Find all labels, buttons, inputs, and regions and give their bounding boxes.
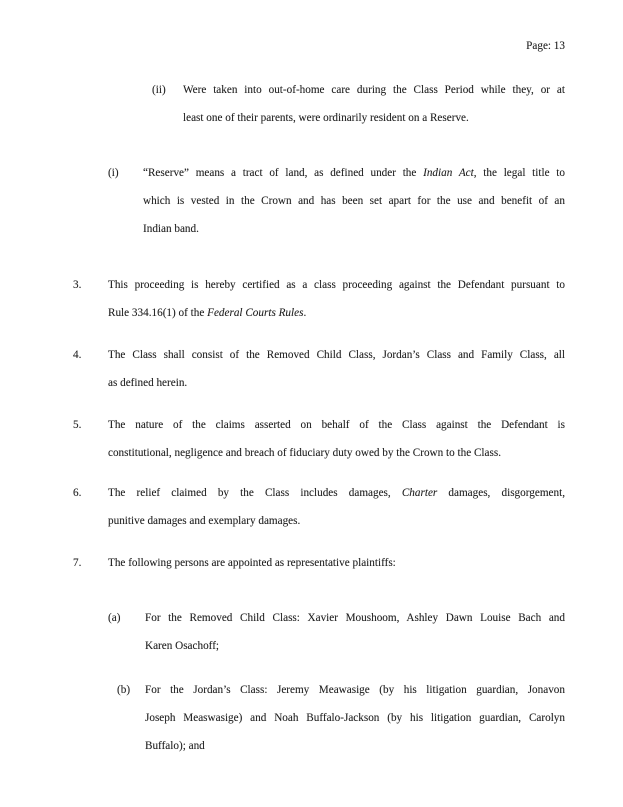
text-line [108,479,565,507]
page-number: Page: 13 [526,40,565,52]
paragraph-6 [73,479,565,535]
text-line: Were taken into out-of-home care during the Class Period while they, or at [183,84,565,96]
text-line [143,159,565,187]
paragraph-3 [73,271,565,327]
paragraph-6-number: 6. [73,487,82,499]
list-item-ii-marker: (ii) [152,84,166,96]
paragraph-4 [73,341,565,397]
text-line: least one of their parents, were ordinarily resident on a Reserve. [183,112,469,124]
text-line [108,299,565,327]
text-run: Rule 334.16(1) of the [108,307,208,319]
text-run-italic: Indian Act [423,167,474,179]
text-line: Karen Osachoff; [145,640,220,652]
list-item-b-marker: (b) [117,684,131,696]
text-run: “Reserve” means a tract of land, as defined under the [143,167,424,179]
text-line: constitutional, negligence and breach of fiduciary duty owed by the Crown to the Class. [108,447,502,459]
text-line: For the Jordan’s Class: Jeremy Meawasige (by his litigation guardian, Jonavon [145,684,565,696]
text-line: Indian band. [143,223,199,235]
list-item-ii [152,76,565,132]
paragraph-7-number: 7. [73,557,82,569]
list-item-a [108,604,565,660]
text-line: The nature of the claims asserted on behalf of the Class against the Defendant is [108,419,565,431]
text-line: as defined herein. [108,377,188,389]
text-run: The relief claimed by the Class includes damages, [108,487,402,499]
paragraph-3-number: 3. [73,279,82,291]
text-line: This proceeding is hereby certified as a class proceeding against the Defendant pursuant to [108,279,565,291]
list-item-a-marker: (a) [108,612,121,624]
text-run: , the legal title to [473,167,566,179]
text-line: Buffalo); and [145,740,205,752]
paragraph-7 [73,549,565,577]
text-line: The following persons are appointed as representative plaintiffs: [108,557,396,569]
list-item-i-marker: (i) [108,167,119,179]
text-run-italic: Federal Courts Rules [207,307,304,319]
list-item-i [108,159,566,243]
text-line: The Class shall consist of the Removed Child Class, Jordan’s Class and Family Class, all [108,349,565,361]
paragraph-4-number: 4. [73,349,82,361]
text-line: which is vested in the Crown and has been set apart for the use and benefit of an [143,195,565,207]
text-line: For the Removed Child Class: Xavier Moushoom, Ashley Dawn Louise Bach and [145,612,565,624]
text-run-italic: Charter [401,487,438,499]
text-run: . [303,307,307,319]
paragraph-5-number: 5. [73,419,82,431]
list-item-b [117,676,565,760]
text-line: punitive damages and exemplary damages. [108,515,301,527]
paragraph-5 [73,411,565,467]
text-run: damages, disgorgement, [437,487,565,499]
text-line: Joseph Measwasige) and Noah Buffalo-Jackson (by his litigation guardian, Carolyn [145,712,565,724]
